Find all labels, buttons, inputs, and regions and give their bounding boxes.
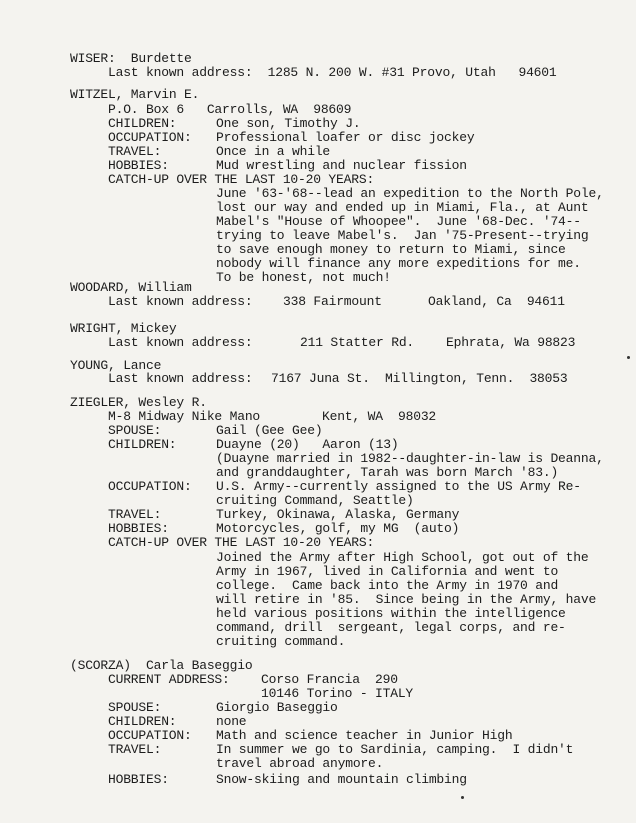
children-value: none	[216, 714, 247, 729]
children-line: (Duayne married in 1982--daughter-in-law is Deanna,	[216, 451, 604, 466]
address-city: Kent, WA 98032	[322, 409, 437, 424]
travel-line: In summer we go to Sardinia, camping. I didn't	[216, 742, 574, 757]
address-city: Ephrata, Wa 98823	[446, 335, 576, 350]
children-line: and granddaughter, Tarah was born March '83.)	[216, 465, 559, 480]
children-label: CHILDREN:	[108, 714, 177, 729]
catchup-line: To be honest, not much!	[216, 270, 391, 285]
catchup-label: CATCH-UP OVER THE LAST 10-20 YEARS:	[108, 535, 375, 550]
spouse-label: SPOUSE:	[108, 700, 162, 715]
last-known-address: Last known address: 1285 N. 200 W. #31 Provo, Utah 94601	[108, 65, 557, 80]
catchup-line: will retire in '85. Since being in the Army, have	[216, 592, 597, 607]
catchup-line: lost our way and ended up in Miami, Fla., at Aunt	[216, 200, 589, 215]
children-line: Duayne (20) Aaron (13)	[216, 437, 399, 452]
spouse-value: Gail (Gee Gee)	[216, 423, 323, 438]
catchup-line: college. Came back into the Army in 1970 and	[216, 578, 559, 593]
catchup-line: trying to leave Mabel's. Jan '75-Present--trying	[216, 228, 589, 243]
address-label: Last known address:	[108, 371, 253, 386]
entry-name: WRIGHT, Mickey	[70, 321, 177, 336]
spouse-label: SPOUSE:	[108, 423, 162, 438]
scan-speck	[627, 356, 630, 359]
hobbies-label: HOBBIES:	[108, 158, 169, 173]
address-street: M-8 Midway Nike Mano	[108, 409, 261, 424]
address: P.O. Box 6 Carrolls, WA 98609	[108, 102, 352, 117]
hobbies-label: HOBBIES:	[108, 772, 169, 787]
hobbies-value: Snow-skiing and mountain climbing	[216, 772, 467, 787]
children-value: One son, Timothy J.	[216, 116, 361, 131]
address-street: Corso Francia 290	[261, 672, 398, 687]
entry-name: WOODARD, William	[70, 280, 192, 295]
travel-line: travel abroad anymore.	[216, 756, 384, 771]
catchup-line: Joined the Army after High School, got out of the	[216, 550, 589, 565]
occupation-value: Math and science teacher in Junior High	[216, 728, 513, 743]
catchup-line: cruiting command.	[216, 634, 346, 649]
travel-label: TRAVEL:	[108, 144, 162, 159]
children-label: CHILDREN:	[108, 437, 177, 452]
hobbies-value: Mud wrestling and nuclear fission	[216, 158, 467, 173]
spouse-value: Giorgio Baseggio	[216, 700, 338, 715]
address-street: 338 Fairmount	[283, 294, 382, 309]
address-label: CURRENT ADDRESS:	[108, 672, 230, 687]
occupation-label: OCCUPATION:	[108, 130, 192, 145]
travel-label: TRAVEL:	[108, 507, 162, 522]
catchup-line: command, drill sergeant, legal corps, and re-	[216, 620, 566, 635]
entry-name: (SCORZA) Carla Baseggio	[70, 658, 253, 673]
address-value: 7167 Juna St. Millington, Tenn. 38053	[271, 371, 568, 386]
occupation-value: Professional loafer or disc jockey	[216, 130, 475, 145]
address-label: Last known address:	[108, 335, 253, 350]
travel-label: TRAVEL:	[108, 742, 162, 757]
travel-value: Once in a while	[216, 144, 331, 159]
catchup-label: CATCH-UP OVER THE LAST 10-20 YEARS:	[108, 172, 375, 187]
entry-name: WISER: Burdette	[70, 51, 192, 66]
address-street: 211 Statter Rd.	[300, 335, 415, 350]
hobbies-value: Motorcycles, golf, my MG (auto)	[216, 521, 460, 536]
address-label: Last known address:	[108, 294, 253, 309]
catchup-line: held various positions within the intelligence	[216, 606, 566, 621]
occupation-label: OCCUPATION:	[108, 728, 192, 743]
occupation-label: OCCUPATION:	[108, 479, 192, 494]
address-city: 10146 Torino - ITALY	[261, 686, 414, 701]
hobbies-label: HOBBIES:	[108, 521, 169, 536]
catchup-line: June '63-'68--lead an expedition to the North Pole,	[216, 186, 604, 201]
catchup-line: nobody will finance any more expeditions for me.	[216, 256, 581, 271]
scan-speck	[461, 796, 464, 799]
catchup-line: to save enough money to return to Miami, since	[216, 242, 566, 257]
entry-name: YOUNG, Lance	[70, 358, 162, 373]
occupation-line: U.S. Army--currently assigned to the US Army Re-	[216, 479, 581, 494]
catchup-line: Mabel's "House of Whoopee". June '68-Dec. '74--	[216, 214, 581, 229]
occupation-line: cruiting Command, Seattle)	[216, 493, 414, 508]
entry-name: ZIEGLER, Wesley R.	[70, 395, 207, 410]
children-label: CHILDREN:	[108, 116, 177, 131]
entry-name: WITZEL, Marvin E.	[70, 87, 200, 102]
travel-value: Turkey, Okinawa, Alaska, Germany	[216, 507, 460, 522]
catchup-line: Army in 1967, lived in California and went to	[216, 564, 559, 579]
address-city: Oakland, Ca 94611	[428, 294, 565, 309]
